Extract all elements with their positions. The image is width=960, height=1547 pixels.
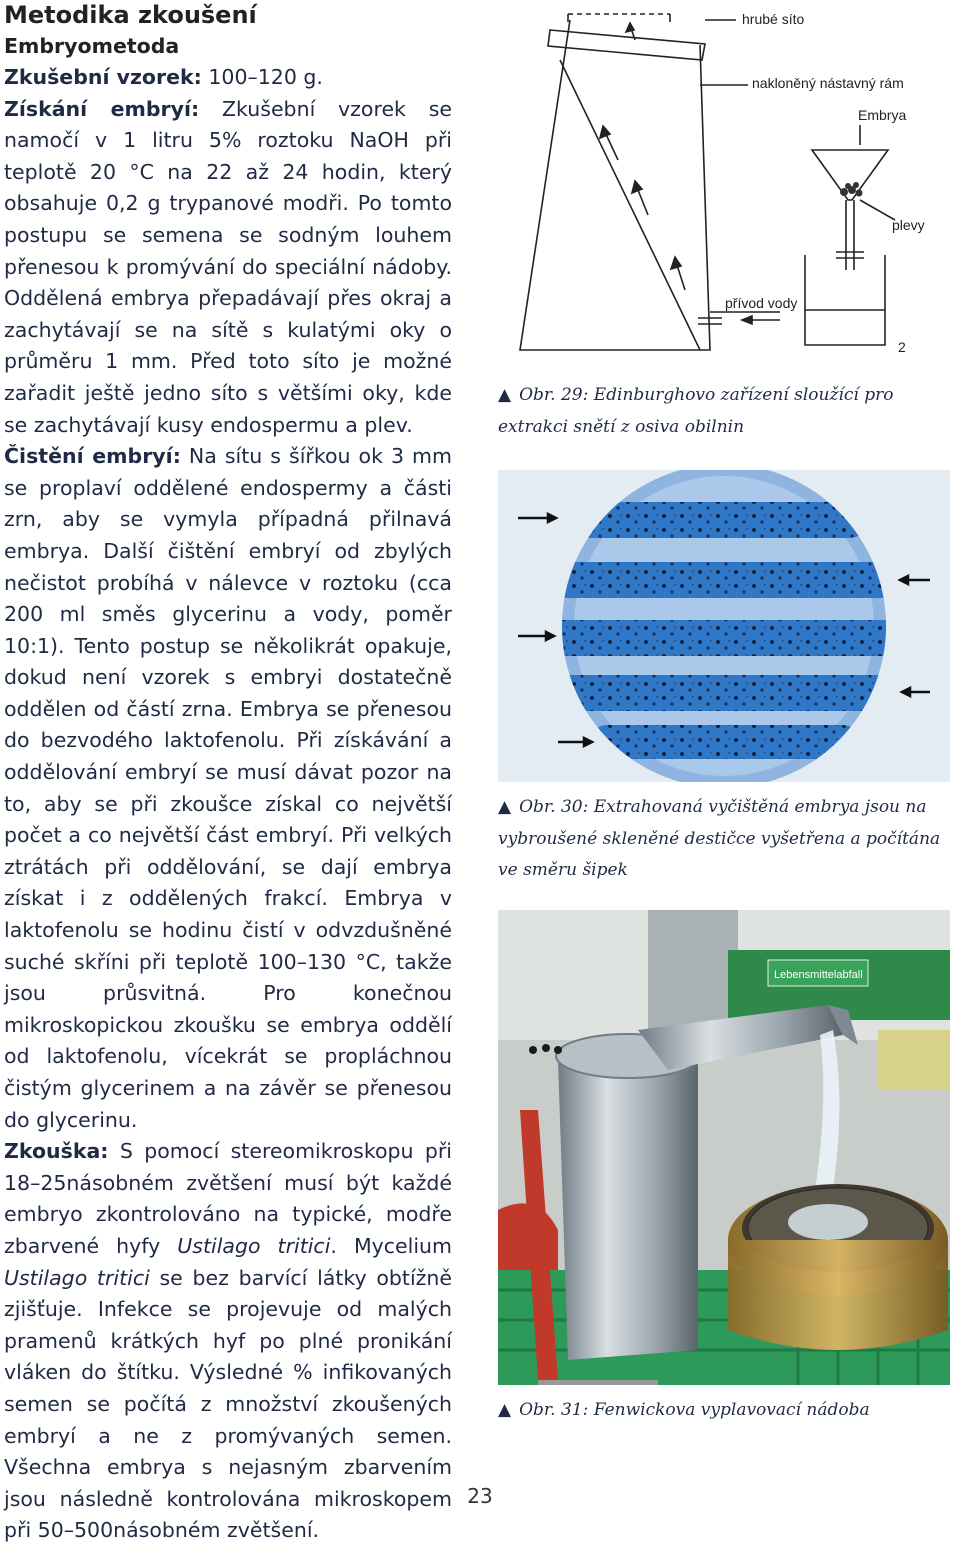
main-text-column: [4, 0, 452, 1547]
test-text-3: se bez barvící látky obtížně zjišťuje. Infekce se projevuje od malých pramenů krátkých hyf po plné pronikání vláken do štítku. Výsledné % infikovaných semen se počítá z množství zkoušených embryí a ne z promývaných semen. Všechna embrya s nejasným zbarvením jsou následně kontrolována mikroskopem při 50–500násobném zvětšení.: [4, 1265, 453, 1543]
sample-paragraph: [4, 62, 452, 94]
test-label: Zkouška:: [4, 1139, 109, 1164]
section-heading: Embryometoda: [4, 34, 180, 58]
caption-fig30: [498, 792, 950, 887]
caption-fig31: [498, 1395, 950, 1427]
sample-text: 100–120 g.: [201, 65, 323, 89]
edinburgh-apparatus-diagram: [500, 0, 940, 370]
sticker-label: Lebensmittelabfall: [774, 969, 863, 981]
triangle-marker-icon: ▲: [498, 1400, 512, 1420]
fenwick-can-photo: [498, 910, 950, 1385]
label-water-inlet: přívod vody: [725, 295, 798, 311]
test-text-2: . Mycelium: [330, 1233, 453, 1258]
label-embryos: Embrya: [858, 107, 907, 123]
test-italic-2: Ustilago tritici: [4, 1265, 150, 1290]
caption-fig29-text: Obr. 29: Edinburghovo zařízení sloužící pro extrakci snětí z osiva obilnin: [498, 385, 894, 437]
caption-fig30-text: Obr. 30: Extrahovaná vyčištěná embrya jsou na vybroušené skleněné destičce vyšetřena a počítána ve směru šipek: [498, 797, 941, 880]
test-text-1: S pomocí stereomikroskopu při 18–25násobném zvětšení musí být každé embryo zkontrolováno na typické, modře zbarvené hyfy: [4, 1139, 452, 1258]
paragraph-embryo-extraction: [4, 94, 452, 442]
caption-fig29: [498, 380, 950, 443]
test-italic-1: Ustilago tritici: [177, 1233, 331, 1258]
extraction-text: Zkušební vzorek se namočí v 1 litru 5% roztoku NaOH při teplotě 20 °C na 22 až 24 hodin, který obsahuje 0,2 g trypanové modři. Po tomto postupu se semena se sodným louhem přenesou k promývání do speciální nádoby. Oddělená embrya přepadávají přes okraj a zachytávají se na sítě s kulatými oky o průměru 1 mm. Před toto síto je možné zařadit ještě jedno síto s většími oky, kde se zachytávají kusy endospermu a plev.: [4, 96, 452, 437]
label-number: 2: [898, 339, 906, 355]
caption-fig31-text: Obr. 31: Fenwickova vyplavovací nádoba: [519, 1400, 870, 1420]
triangle-marker-icon: ▲: [498, 385, 512, 405]
cleaning-label: Čistění embryí:: [4, 444, 181, 469]
extraction-label: Získání embryí:: [4, 96, 200, 121]
label-coarse-sieve: hrubé síto: [742, 11, 805, 27]
cleaning-text: Na sítu s šířkou ok 3 mm se proplaví oddělené endospermy a části zrn, aby se vymyla případná přilnavá embrya. Další čištění embryí od zbylých nečistot probíhá v nálevce v roztoku (cca 200 ml směs glycerinu a vody, poměr 10:1). Tento postup se několikrát opakuje, dokud není vzorek s embryi dostatečně oddělen od částí zrna. Embrya se přenesou do bezvodého laktofenolu. Při získávání a oddělování embryí se musí dávat pozor na to, aby se při zkoušce získal co největší počet a co největší část embryí. Při velkých ztrátách při oddělování, se dají embrya získat i z oddělených frakcí. Embrya v laktofenolu se hodinu čistí v odvzdušněné suché skříni při teplotě 100–130 °C, takže jsou průsvitná. Pro konečnou mikroskopickou zkoušku se embrya oddělí od laktofenolu, vícekrát se propláchnou čistým glycerinem a na závěr se přenesou do glycerinu.: [4, 444, 452, 1132]
sample-label: Zkušební vzorek:: [4, 65, 202, 89]
page-number: 23: [467, 1484, 493, 1508]
page-heading: Metodika zkoušení: [4, 1, 257, 29]
embryos-glass-plate-photo: [498, 470, 950, 782]
paragraph-embryo-cleaning: [4, 441, 452, 1136]
triangle-marker-icon: ▲: [498, 797, 512, 817]
label-chaff: plevy: [892, 217, 925, 233]
label-tilted-frame: nakloněný nástavný rám: [752, 75, 904, 91]
